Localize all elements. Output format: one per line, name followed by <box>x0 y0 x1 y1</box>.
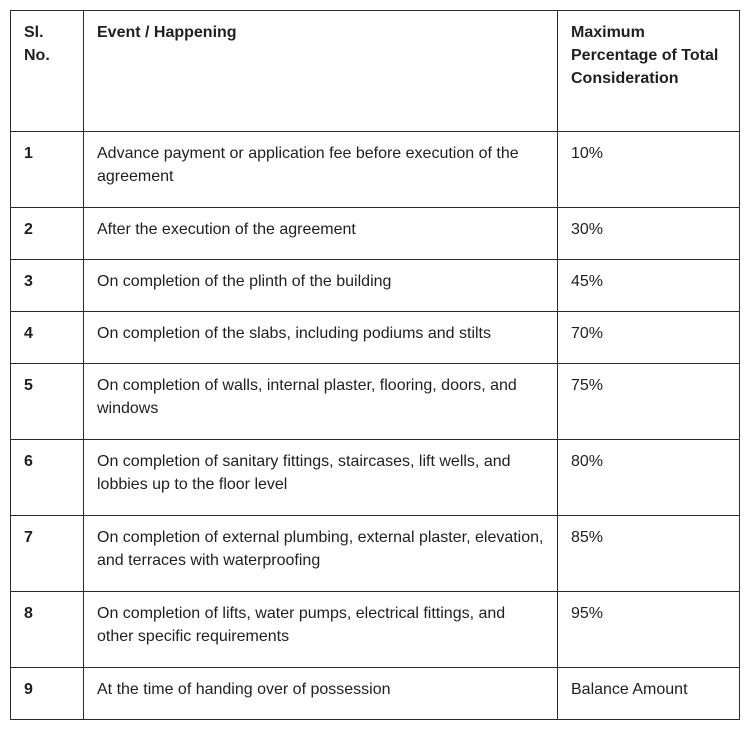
row-event: On completion of external plumbing, external plaster, elevation, and terraces with waterproofing <box>84 516 558 592</box>
row-sl-no: 7 <box>11 516 84 592</box>
row-event: On completion of walls, internal plaster, flooring, doors, and windows <box>84 364 558 440</box>
row-percentage: 85% <box>558 516 740 592</box>
table-row <box>11 668 740 720</box>
table-row <box>11 312 740 364</box>
row-percentage: Balance Amount <box>558 668 740 720</box>
row-event: On completion of the plinth of the building <box>84 260 558 312</box>
header-event: Event / Happening <box>84 11 558 132</box>
row-sl-no: 6 <box>11 440 84 516</box>
table-row <box>11 592 740 668</box>
row-sl-no: 3 <box>11 260 84 312</box>
row-percentage: 45% <box>558 260 740 312</box>
row-sl-no: 5 <box>11 364 84 440</box>
row-percentage: 75% <box>558 364 740 440</box>
row-sl-no: 8 <box>11 592 84 668</box>
header-percentage: Maximum Percentage of Total Consideration <box>558 11 740 132</box>
table-row <box>11 440 740 516</box>
row-percentage: 80% <box>558 440 740 516</box>
table-row <box>11 364 740 440</box>
table-row <box>11 132 740 208</box>
header-sl-no: Sl. No. <box>11 11 84 132</box>
table-header-row <box>11 11 740 132</box>
row-sl-no: 2 <box>11 208 84 260</box>
row-event: On completion of lifts, water pumps, electrical fittings, and other specific requirements <box>84 592 558 668</box>
payment-schedule-table <box>10 10 740 720</box>
row-percentage: 70% <box>558 312 740 364</box>
row-event: On completion of sanitary fittings, staircases, lift wells, and lobbies up to the floor level <box>84 440 558 516</box>
row-event: Advance payment or application fee before execution of the agreement <box>84 132 558 208</box>
row-percentage: 30% <box>558 208 740 260</box>
table-row <box>11 260 740 312</box>
row-event: On completion of the slabs, including podiums and stilts <box>84 312 558 364</box>
row-sl-no: 1 <box>11 132 84 208</box>
row-percentage: 95% <box>558 592 740 668</box>
row-event: After the execution of the agreement <box>84 208 558 260</box>
row-sl-no: 9 <box>11 668 84 720</box>
table-row <box>11 516 740 592</box>
table-row <box>11 208 740 260</box>
row-percentage: 10% <box>558 132 740 208</box>
row-event: At the time of handing over of possession <box>84 668 558 720</box>
row-sl-no: 4 <box>11 312 84 364</box>
